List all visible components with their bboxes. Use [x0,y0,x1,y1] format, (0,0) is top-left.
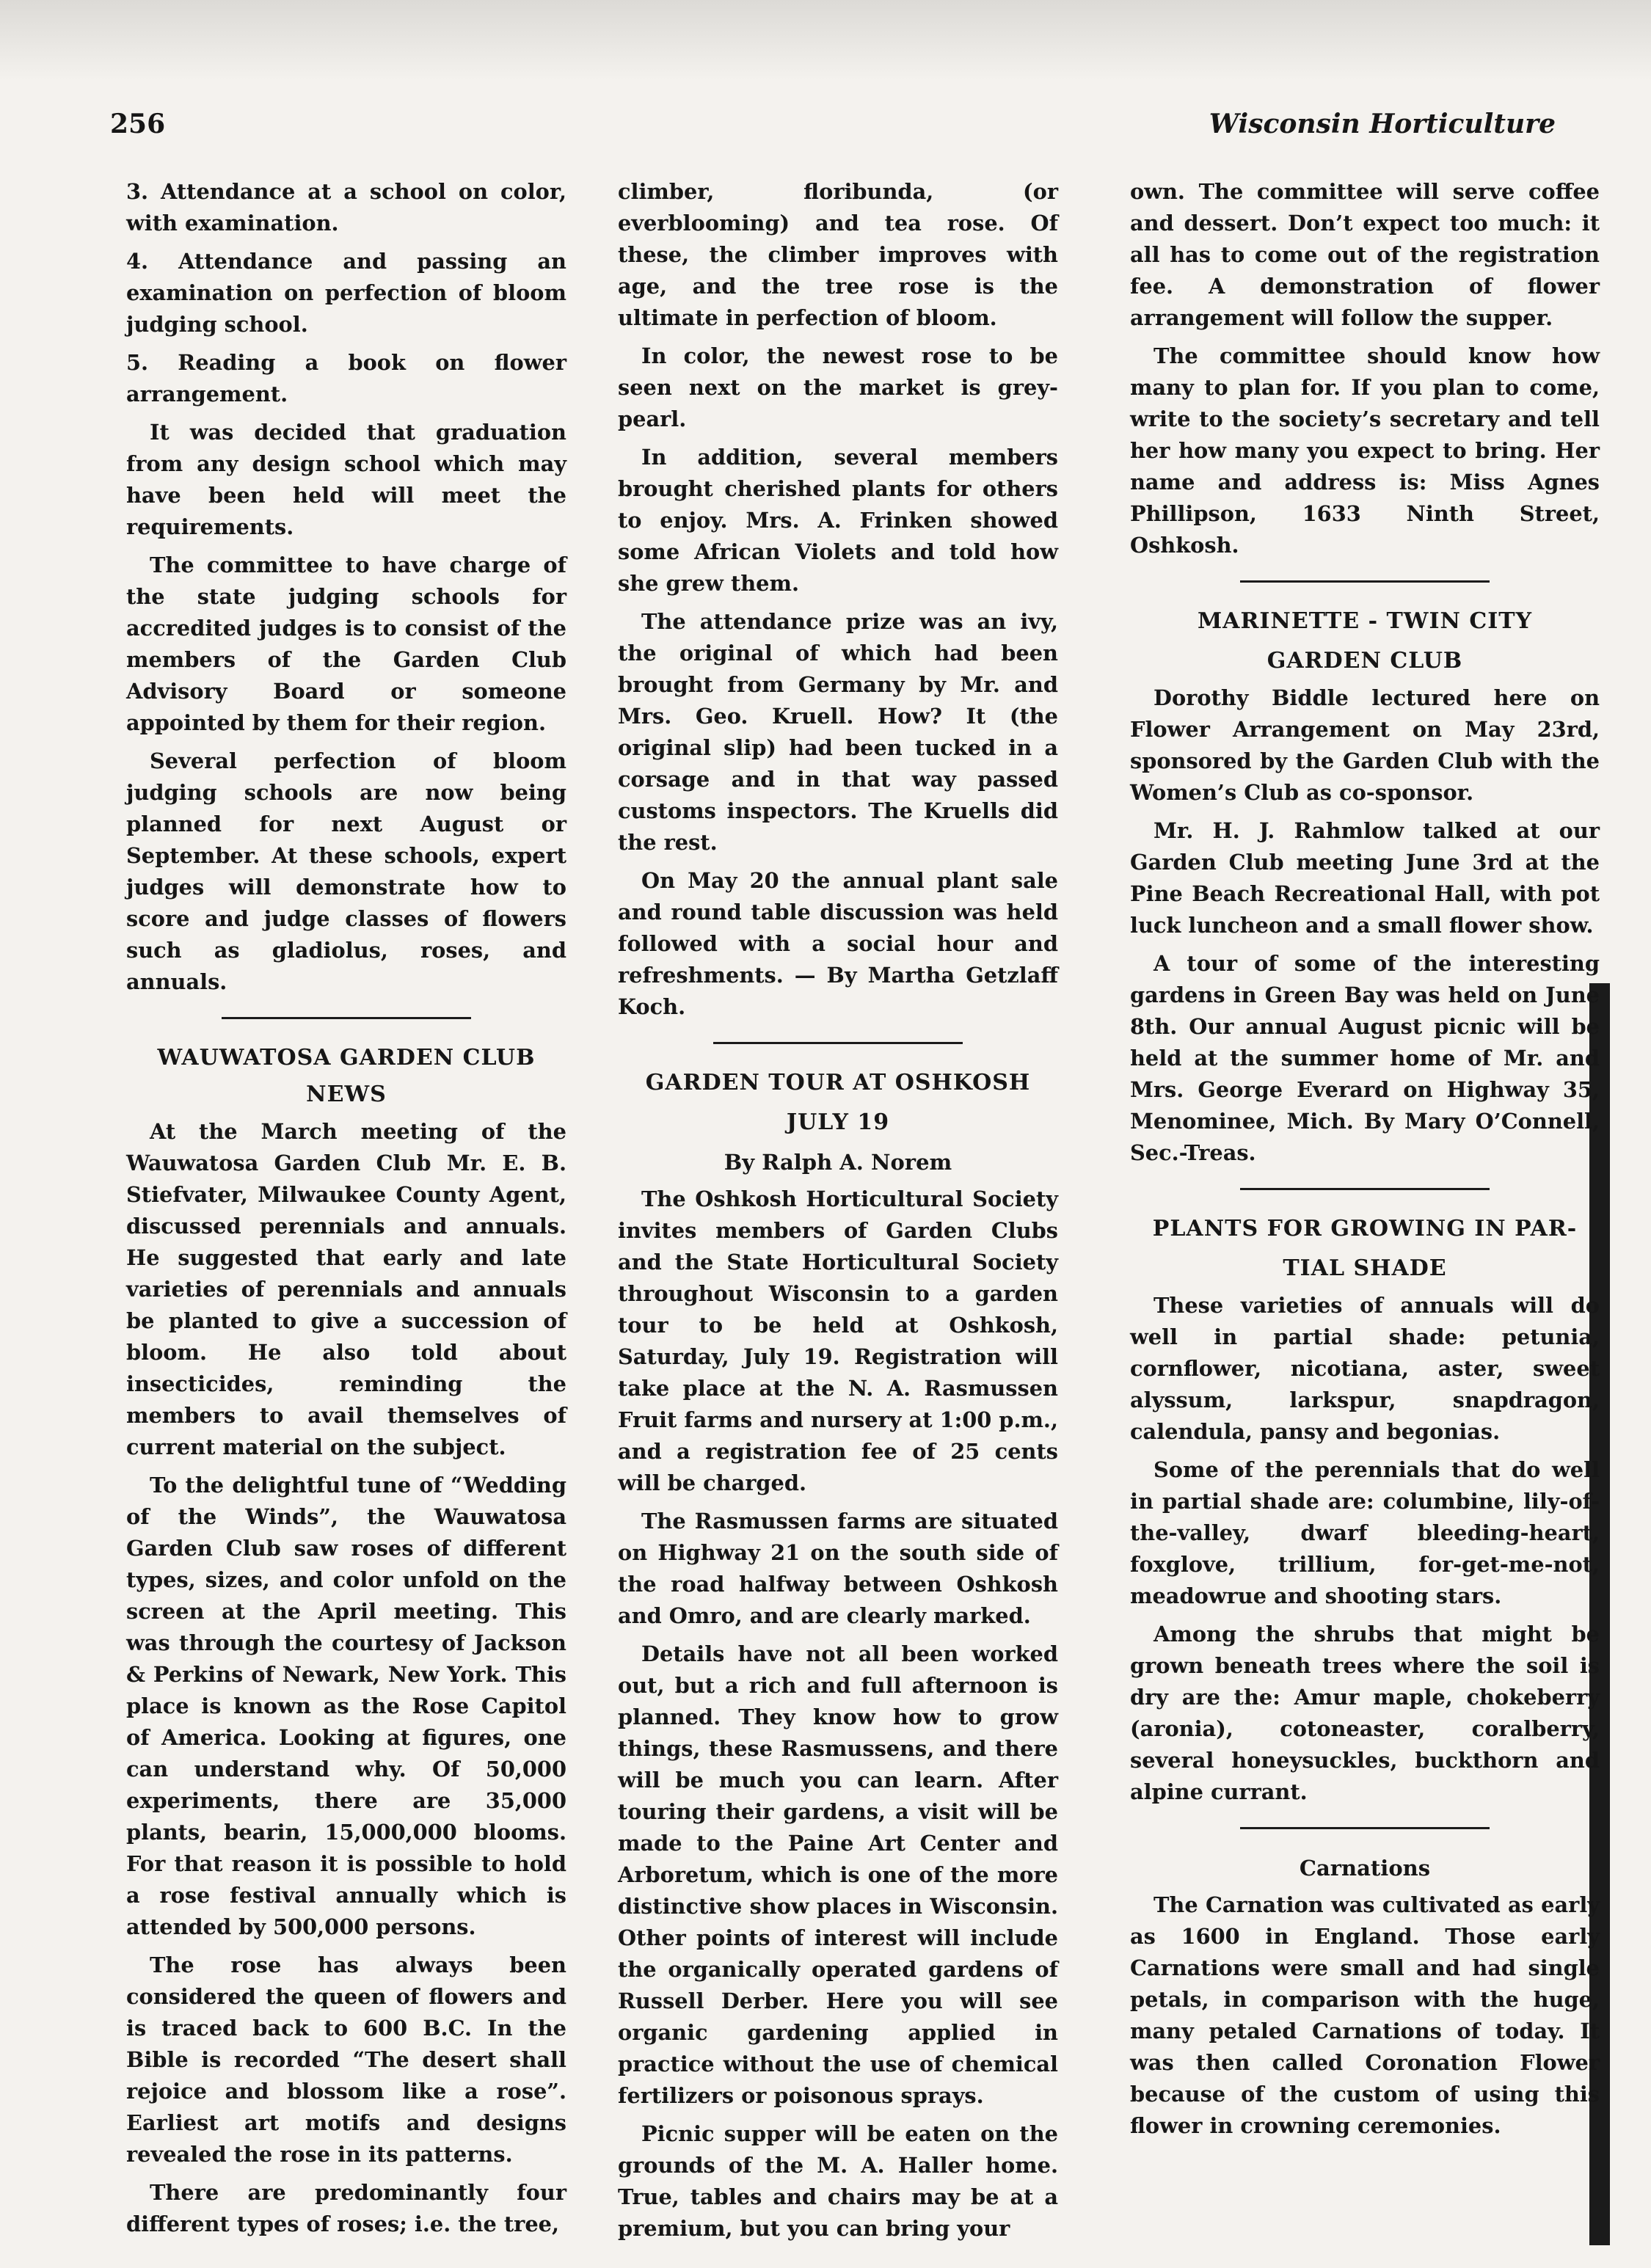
paragraph: On May 20 the annual plant sale and round table discussion was held followed with a social hour and refreshments. — By Martha Getzlaff Koch. [618,868,1058,1019]
section-heading-garden-tour: GARDEN TOUR AT OSHKOSH [645,1070,1031,1095]
section-divider [1240,580,1490,583]
paragraph: The attendance prize was an ivy, the original of which had been brought from Germany by Mr. and Mrs. Geo. Kruell. How? It (the original slip) had been tucked in a corsage and in that way passed customs inspectors. The Kruells did the rest. [618,609,1058,855]
paragraph: Dorothy Biddle lectured here on Flower Arrangement on May 23rd, sponsored by the Garden Club with the Women’s Club as co-sponsor. [1130,685,1600,805]
paragraph: Among the shrubs that might be grown beneath trees where the soil is dry are the: Amur maple, chokeberry (aronia), cotoneaster, coralberry, several honeysuckles, buckthorn and alpine currant. [1130,1622,1600,1804]
paragraph: It was decided that graduation from any design school which may have been held will meet the requirements. [126,420,566,539]
section-heading-partial-shade-cont: TIAL SHADE [1283,1255,1447,1281]
paragraph: The committee should know how many to plan for. If you plan to come, write to the society’s secretary and tell her how many you expect to bring. Her name and address is: Miss Agnes Phillipson, 1633 Ninth Street, Oshkosh. [1130,343,1600,558]
paragraph: Details have not all been worked out, but a rich and full afternoon is planned. They know how to grow things, these Rasmussens, and there will be much you can learn. After touring their gardens, a visit will be made to the Paine Art Center and Arboretum, which is one of the more distinctive show places in Wisconsin. Other points of interest will include the organically operated gardens of Russell Derber. Here you will see organic gardening applied in practice without the use of chemical fertilizers or poisonous sprays. [618,1641,1058,2108]
byline: By Ralph A. Norem [724,1150,952,1175]
paragraph: Some of the perennials that do well in partial shade are: columbine, lily-of-the-valley, dwarf bleeding-heart, foxglove, trillium, for-get-me-not, meadowrue and shooting stars. [1130,1457,1600,1608]
page-top-shade [0,0,1651,81]
paragraph: 5. Reading a book on flower arrangement. [126,350,566,406]
page-header [110,109,1556,153]
page-number: 256 [110,109,166,139]
paragraph: 3. Attendance at a school on color, with examination. [126,179,566,236]
section-divider [1240,1188,1490,1190]
paragraph: At the March meeting of the Wauwatosa Garden Club Mr. E. B. Stiefvater, Milwaukee County Agent, discussed perennials and annuals. He suggested that early and late varieties of perennials and annuals be planted to give a succession of bloom. He also told about insecticides, reminding the members to avail themselves of current material on the subject. [126,1119,566,1459]
paragraph: These varieties of annuals will do well in partial shade: petunia, cornflower, nicotiana, aster, sweet alyssum, larkspur, snapdragon, calendula, pansy and begonias. [1130,1293,1600,1444]
section-divider [713,1042,963,1044]
paragraph: 4. Attendance and passing an examination on perfection of bloom judging school. [126,249,566,337]
section-heading-carnations: Carnations [1299,1856,1431,1881]
paragraph: The committee to have charge of the state judging schools for accredited judges is to consist of the members of the Garden Club Advisory Board or someone appointed by them for their region. [126,553,566,735]
paragraph: The Rasmussen farms are situated on Highway 21 on the south side of the road halfway between Oshkosh and Omro, and are clearly marked. [618,1509,1058,1628]
paragraph: climber, floribunda, (or everblooming) and tea rose. Of these, the climber improves with age, and the tree rose is the ultimate in perfection of bloom. [618,179,1058,330]
paragraph: To the delightful tune of “Wedding of the Winds”, the Wauwatosa Garden Club saw roses of different types, sizes, and color unfold on the screen at the April meeting. This was through the courtesy of Jackson & Perkins of Newark, New York. This place is known as the Rose Capitol of America. Looking at figures, one can understand why. Of 50,000 experiments, there are 35,000 plants, bearin, 15,000,000 blooms. For that reason it is possible to hold a rose festival annually which is attended by 500,000 persons. [126,1473,566,1939]
section-heading-marinette: MARINETTE - TWIN CITY [1197,608,1533,634]
paragraph: The Carnation was cultivated as early as 1600 in England. Those early Carnations were small and had single petals, in comparison with the huge, many petaled Carnations of today. It was then called Coronation Flower because of the custom of using this flower in crowning ceremonies. [1130,1892,1600,2138]
paragraph: The Oshkosh Horticultural Society invites members of Garden Clubs and the State Horticultural Society throughout Wisconsin to a garden tour to be held at Oshkosh, Saturday, July 19. Registration will take place at the N. A. Rasmussen Fruit farms and nursery at 1:00 p.m., and a registration fee of 25 cents will be charged. [618,1186,1058,1495]
paragraph: Mr. H. J. Rahmlow talked at our Garden Club meeting June 3rd at the Pine Beach Recreational Hall, with pot luck luncheon and a small flower show. [1130,818,1600,938]
section-heading-marinette-sub: GARDEN CLUB [1267,648,1463,674]
column-1 [126,176,566,2247]
paragraph: There are predominantly four different types of roses; i.e. the tree, [126,2180,566,2236]
column-2 [618,176,1058,2251]
paragraph: Several perfection of bloom judging schools are now being planned for next August or September. At these schools, expert judges will demonstrate how to score and judge classes of flowers such as gladiolus, roses, and annuals. [126,748,566,994]
paragraph: A tour of some of the interesting gardens in Green Bay was held on June 8th. Our annual August picnic will be held at the summer home of Mr. and Mrs. George Everard on Highway 35, Menominee, Mich. By Mary O’Connell, Sec.-Treas. [1130,951,1600,1165]
paragraph: Picnic supper will be eaten on the grounds of the M. A. Haller home. True, tables and chairs may be at a premium, but you can bring your [618,2121,1058,2241]
paragraph: In color, the newest rose to be seen next on the market is grey-pearl. [618,343,1058,431]
section-heading-wauwatosa: WAUWATOSA GARDEN CLUB NEWS [157,1045,536,1107]
column-3 [1130,176,1600,2148]
paragraph: In addition, several members brought cherished plants for others to enjoy. Mrs. A. Frinken showed some African Violets and told how she grew them. [618,445,1058,596]
section-heading-partial-shade: PLANTS FOR GROWING IN PAR- [1152,1216,1578,1241]
paragraph: The rose has always been considered the queen of flowers and is traced back to 600 B.C. In the Bible is recorded “The desert shall rejoice and blossom like a rose”. Earliest art motifs and designs revealed the rose in its patterns. [126,1952,566,2167]
section-divider [1240,1827,1490,1829]
section-divider [222,1017,471,1019]
running-title: Wisconsin Horticulture [1209,109,1556,139]
section-heading-garden-tour-date: JULY 19 [786,1109,890,1135]
paragraph: own. The committee will serve coffee and dessert. Don’t expect too much: it all has to come out of the registration fee. A demonstration of flower arrangement will follow the supper. [1130,179,1600,330]
